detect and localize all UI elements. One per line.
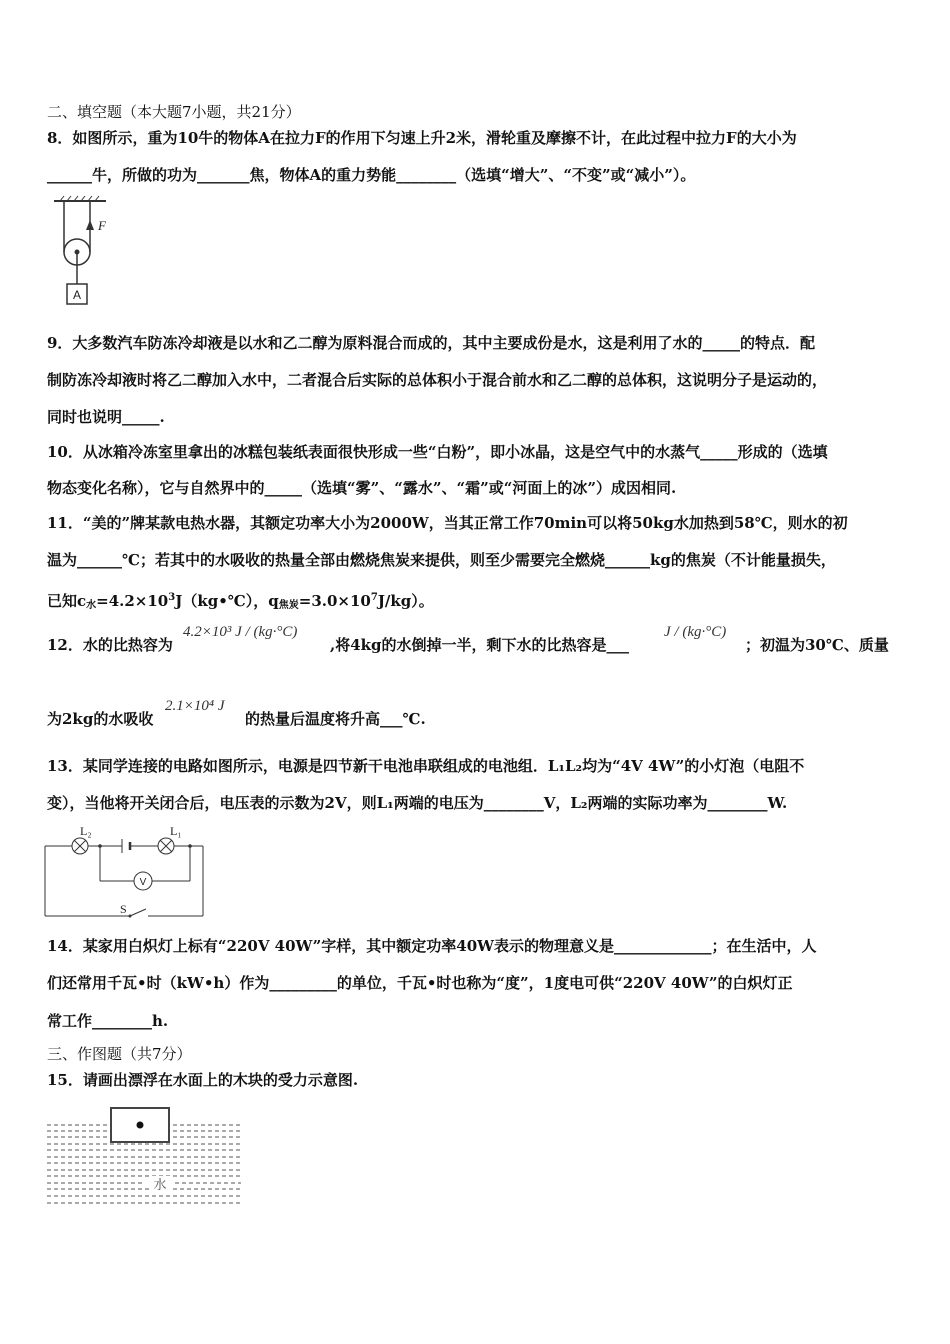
water-label: 水 <box>153 1178 167 1193</box>
q12-formula-specific-heat: 4.2×10³ J / (kg·°C) <box>183 624 298 640</box>
q12-line-1-end: ；初温为30℃、质量 <box>745 636 889 654</box>
q12-line-2-end: 的热量后温度将升高___℃. <box>245 710 426 728</box>
q8-line-1: 8．如图所示，重为10牛的物体A在拉力F的作用下匀速上升2米，滑轮重及摩擦不计，在此过程中拉力F的大小为 <box>47 129 797 147</box>
section-title-fill-in: 二、填空题（本大题7小题，共21分） <box>47 103 301 121</box>
q14-line-2: 们还常用千瓦•时（kW•h）作为_________的单位，千瓦•时也称为“度”，1度电可供“220V 40W”的白炽灯正 <box>47 974 793 992</box>
switch-label: S <box>120 902 127 916</box>
force-label: F <box>98 218 106 233</box>
q9-line-1: 9．大多数汽车防冻冷却液是以水和乙二醇为原料混合而成的，其中主要成份是水，这是利用了水的_____的特点．配 <box>47 334 815 352</box>
pulley-figure <box>50 198 120 310</box>
lamp-l2-label: L₂ <box>80 824 92 838</box>
q8-line-2: ______牛，所做的功为_______焦，物体A的重力势能________（选填“增大”、“不变”或“减小”）。 <box>47 166 696 184</box>
voltmeter-label: V <box>139 877 147 888</box>
q14-line-1: 14．某家用白炽灯上标有“220V 40W”字样，其中额定功率40W表示的物理意义是_____________；在生活中，人 <box>47 937 817 955</box>
section-title-drawing: 三、作图题（共7分） <box>47 1045 192 1063</box>
floating-block-figure <box>45 1098 245 1210</box>
block-label: A <box>72 288 82 302</box>
q12-formula-unit: J / (kg·°C) <box>664 624 727 640</box>
q15-line-1: 15．请画出漂浮在水面上的木块的受力示意图. <box>47 1071 359 1089</box>
q9-line-2: 制防冻冷却液时将乙二醇加入水中，二者混合后实际的总体积小于混合前水和乙二醇的总体积，这说明分子是运动的， <box>47 371 828 389</box>
q11-line-2: 温为______℃；若其中的水吸收的热量全部由燃烧焦炭来提供，则至少需要完全燃烧______kg的焦炭（不计能量损失， <box>47 551 836 569</box>
q12-formula-heat: 2.1×10⁴ J <box>165 698 225 714</box>
lamp-l1-label: L₁ <box>170 824 182 838</box>
q12-line-1-start: 12．水的比热容为 <box>47 636 173 654</box>
q9-line-3: 同时也说明_____. <box>47 408 165 426</box>
q11-line-3: 已知$c_水=4.2\times 10^3J(kg•℃)$，$q_{焦炭}=3.0\times 10^7J/kg$）。 <box>47 592 434 611</box>
q13-line-2: 变），当他将开关闭合后，电压表的示数为2V，则L₁两端的电压为________V，L₂两端的实际功率为________W. <box>47 794 788 812</box>
circuit-figure <box>40 825 210 920</box>
q13-line-1: 13．某同学连接的电路如图所示，电源是四节新干电池串联组成的电池组．L₁L₂均为“4V 4W”的小灯泡（电阻不 <box>47 757 805 775</box>
q12-line-2-start: 为2kg的水吸收 <box>47 710 154 728</box>
q12-line-1-middle: ,将4kg的水倒掉一半，剩下水的比热容是___ <box>330 636 630 654</box>
q10-line-2: 物态变化名称），它与自然界中的_____（选填“雾”、“露水”、“霜”或“河面上的冰”）成因相同. <box>47 479 677 497</box>
q11-line-1: 11．“美的”牌某款电热水器，其额定功率大小为2000W，当其正常工作70min可以将50kg水加热到58℃，则水的初 <box>47 514 848 532</box>
q14-line-3: 常工作________h. <box>47 1012 169 1030</box>
q10-line-1: 10．从冰箱冷冻室里拿出的冰糕包装纸表面很快形成一些“白粉”，即小冰晶，这是空气中的水蒸气_____形成的（选填 <box>47 443 828 461</box>
